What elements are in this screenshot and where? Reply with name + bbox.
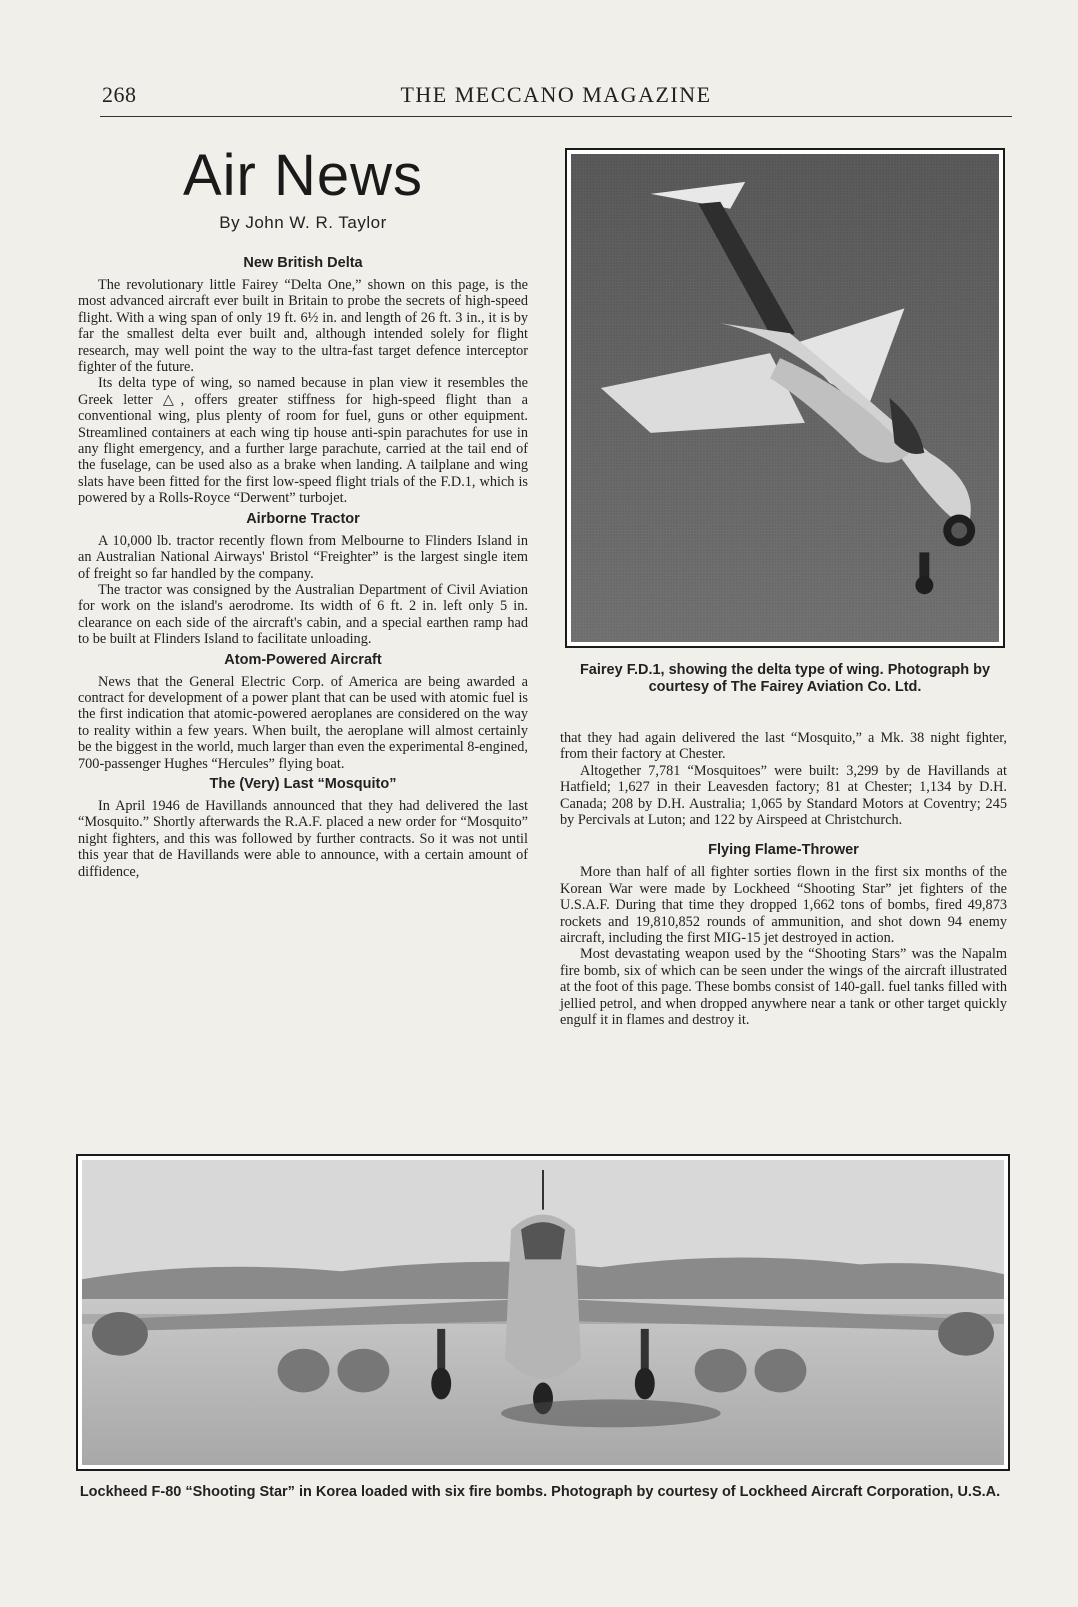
paragraph: News that the General Electric Corp. of America are being awarded a contract for development of a power plant that can be used with atomic fuel is the first indication that atomic-powered aeroplanes are considered on the way to reality within a few years. When built, the aeroplane will almost certainly be the biggest in the world, much larger than even the experimental 8-engined, 700-passenger Hughes “Hercules” flying boat.: [78, 673, 528, 772]
running-title: THE MECCANO MAGAZINE: [400, 82, 712, 107]
paragraph: A 10,000 lb. tractor recently flown from Melbourne to Flinders Island in an Australian National Airways' Bristol “Freighter” is the largest single item of freight so far handled by the company.: [78, 532, 528, 582]
fairey-delta-photo: [565, 148, 1005, 648]
section-heading: The (Very) Last “Mosquito”: [209, 775, 397, 792]
paragraph: Its delta type of wing, so named because in plan view it resembles the Greek letter △, offers greater stiffness for high-speed flight than a conventional wing, plus plenty of room for fuel, guns or other equipment. Streamlined containers at each wing tip house anti-spin parachutes for use in any flight emergency, and a further large parachute, carried at the tail end of the fuselage, can be used also as a brake when landing. A tailplane and wing slats have been fitted for the first low-speed flight trials of the F.D.1, which is powered by a Rolls-Royce “Derwent” turbojet.: [78, 375, 528, 507]
delta-aircraft-image: [571, 154, 999, 642]
section-airborne-tractor: [78, 511, 528, 648]
paragraph: that they had again delivered the last “Mosquito,” a Mk. 38 night fighter, from their factory at Chester.: [560, 730, 1007, 763]
byline: By John W. R. Taylor: [219, 213, 387, 232]
right-column: [560, 730, 1007, 1029]
lockheed-photo-caption: Lockheed F-80 “Shooting Star” in Korea loaded with six fire bombs. Photograph by courtesy of Lockheed Aircraft Corporation, U.S.A.: [79, 1484, 1001, 1500]
page-number: 268: [102, 82, 137, 107]
section-heading: Airborne Tractor: [246, 510, 360, 527]
section-new-british-delta: [78, 255, 528, 507]
article-title: Air News: [182, 143, 424, 208]
paragraph: Altogether 7,781 “Mosquitoes” were built: 3,299 by de Havillands at Hatfield; 1,627 in their Leavesden factory; 81 at Chester; 1,134 by D.H. Canada; 208 by D.H. Australia; 1,065 by Standard Motors at Coventry; 245 by Percivals at Luton; and 122 by Airspeed at Christchurch.: [560, 762, 1007, 829]
paragraph: In April 1946 de Havillands announced that they had delivered the last “Mosquito.” Shortly afterwards the R.A.F. placed a new order for “Mosquito” night fighters, and this was followed by further contracts. So it was not until this year that de Havillands were able to announce, with a certain amount of diffidence,: [78, 797, 528, 880]
page-header: [100, 82, 1012, 112]
article-title-block: [78, 145, 528, 233]
section-heading: Atom-Powered Aircraft: [224, 651, 382, 668]
section-last-mosquito: [78, 776, 528, 880]
jet-fighter-image: [82, 1160, 1004, 1465]
left-column: [78, 252, 528, 884]
paragraph: The revolutionary little Fairey “Delta One,” shown on this page, is the most advanced aircraft ever built in Britain to probe the secrets of high-speed flight. With a wing span of only 19 ft. 6½ in. and length of 26 ft. 3 in., it is by far the smallest delta ever built and, although intended solely for flight research, may well point the way to the ultra-fast target defence interceptor fighter of the future.: [78, 277, 528, 376]
paragraph: More than half of all fighter sorties flown in the first six months of the Korean War were made by Lockheed “Shooting Star” jet fighters of the U.S.A.F. During that time they dropped 1,662 tons of bombs, fired 49,873 rockets and 19,810,852 rounds of ammunition, and shot down 94 enemy aircraft, including the first MIG-15 jet destroyed in action.: [560, 864, 1007, 947]
section-heading: Flying Flame-Thrower: [708, 842, 859, 859]
header-rule: [100, 116, 1012, 117]
section-heading: New British Delta: [243, 255, 363, 271]
section-atom-powered-aircraft: [78, 652, 528, 772]
fairey-photo-caption: Fairey F.D.1, showing the delta type of wing. Photograph by courtesy of The Fairey Aviation Co. Ltd.: [579, 662, 991, 695]
lockheed-shooting-star-photo: [76, 1154, 1010, 1471]
paragraph: Most devastating weapon used by the “Shooting Stars” was the Napalm fire bomb, six of which can be seen under the wings of the aircraft illustrated at the foot of this page. These bombs consist of 140-gall. fuel tanks filled with jellied petrol, and when dropped anywhere near a tank or other target quickly engulf it in flames and destroy it.: [560, 946, 1007, 1029]
paragraph: The tractor was consigned by the Australian Department of Civil Aviation for work on the island's aerodrome. Its width of 6 ft. 2 in. left only 5 in. clearance on each side of the aircraft's cabin, and a special earthen ramp had to be built at Flinders Island to facilitate unloading.: [78, 581, 528, 648]
